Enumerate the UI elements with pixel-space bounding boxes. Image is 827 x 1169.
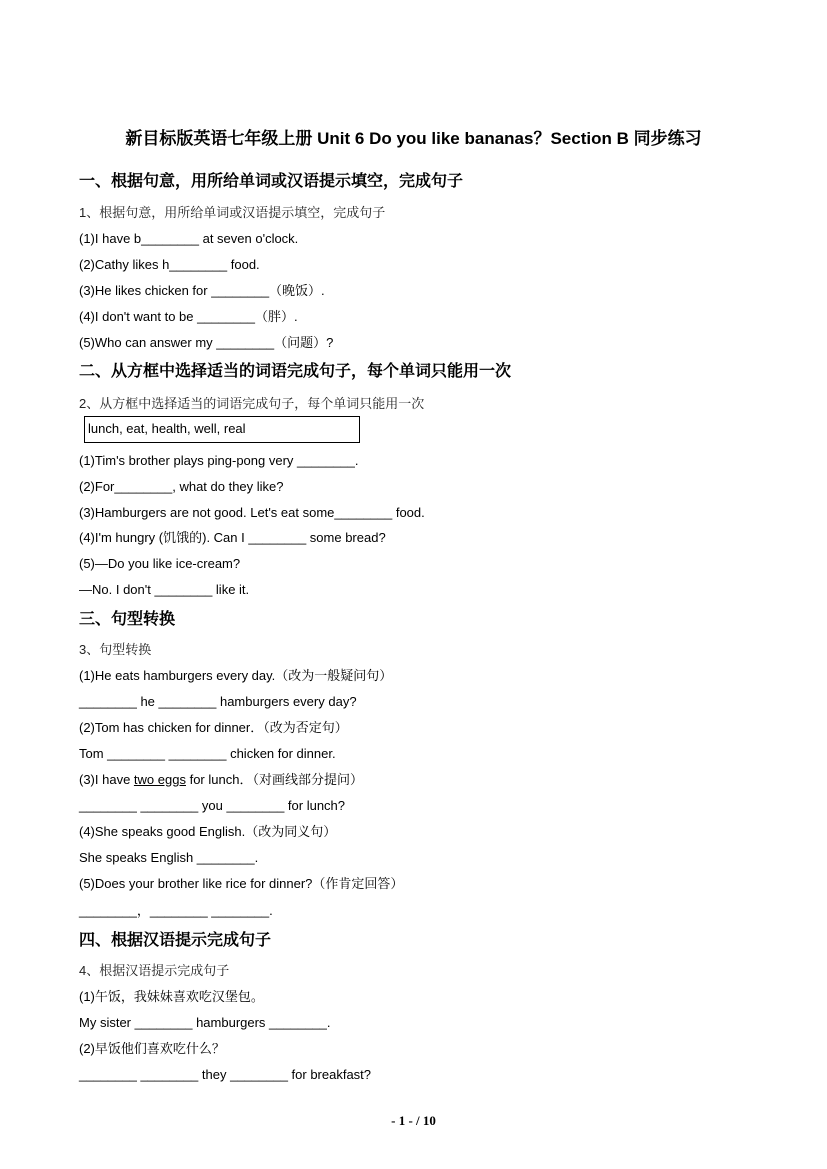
- document-title: 新目标版英语七年级上册 Unit 6 Do you like bananas？Section B 同步练习: [125, 129, 702, 148]
- section-4-intro: 4、根据汉语提示完成句子: [79, 963, 230, 978]
- s3-question-1: (1)He eats hamburgers every day.（改为一般疑问句）: [79, 668, 393, 683]
- s3-answer-1: ________ he ________ hamburgers every day?: [79, 694, 357, 709]
- s1-item-3: (3)He likes chicken for ________（晚饭）.: [79, 283, 325, 298]
- s3-q3-underlined: two eggs: [133, 772, 186, 787]
- section-4-heading: 四、根据汉语提示完成句子: [79, 932, 272, 949]
- s2-item-2: (2)For________, what do they like?: [79, 479, 284, 494]
- s3-answer-3: ________ ________ you ________ for lunch?: [79, 798, 346, 813]
- s2-item-3: (3)Hamburgers are not good. Let's eat some________ food.: [79, 505, 425, 520]
- s3-question-2: (2)Tom has chicken for dinner．（改为否定句）: [79, 720, 348, 735]
- s3-answer-5: ________，________ ________.: [79, 903, 273, 918]
- s1-item-4: (4)I don't want to be ________（胖）.: [79, 309, 298, 324]
- section-2-intro: 2、从方框中选择适当的词语完成句子，每个单词只能用一次: [79, 396, 425, 411]
- s2-item-5: (5)—Do you like ice-cream?: [79, 556, 241, 571]
- s4-answer-1: My sister ________ hamburgers ________.: [79, 1015, 331, 1030]
- s3-answer-4: She speaks English ________.: [79, 850, 259, 865]
- section-3-heading: 三、句型转换: [79, 611, 176, 628]
- s3-q3-prefix: (3)I have: [79, 772, 134, 787]
- s3-question-4: (4)She speaks good English.（改为同义句）: [79, 824, 337, 839]
- s3-q3-suffix: for lunch．（对画线部分提问）: [185, 772, 363, 787]
- s1-item-1: (1)I have b________ at seven o'clock.: [79, 231, 299, 246]
- s4-answer-2: ________ ________ they ________ for breakfast?: [79, 1067, 372, 1082]
- s3-answer-2: Tom ________ ________ chicken for dinner.: [79, 746, 336, 761]
- s4-question-1: (1)午饭，我妹妹喜欢吃汉堡包。: [79, 989, 264, 1004]
- s3-question-3: [79, 772, 363, 788]
- s4-question-2: (2)早饭他们喜欢吃什么？: [79, 1041, 225, 1056]
- word-box: lunch, eat, health, well, real: [84, 416, 360, 443]
- section-1-heading: 一、根据句意，用所给单词或汉语提示填空，完成句子: [79, 173, 464, 190]
- s2-item-5-reply: —No. I don't ________ like it.: [79, 582, 250, 597]
- s2-item-4: (4)I'm hungry (饥饿的). Can I ________ some bread?: [79, 530, 386, 545]
- section-1-intro: 1、根据句意，用所给单词或汉语提示填空，完成句子: [79, 205, 386, 220]
- section-2-heading: 二、从方框中选择适当的词语完成句子，每个单词只能用一次: [79, 363, 512, 380]
- s3-question-5: (5)Does your brother like rice for dinner?（作肯定回答）: [79, 876, 404, 891]
- s1-item-5: (5)Who can answer my ________（问题）?: [79, 335, 334, 350]
- s1-item-2: (2)Cathy likes h________ food.: [79, 257, 260, 272]
- section-3-intro: 3、句型转换: [79, 642, 152, 657]
- page-number: - 1 - / 10: [391, 1113, 436, 1128]
- s2-item-1: (1)Tim's brother plays ping-pong very ________.: [79, 453, 359, 468]
